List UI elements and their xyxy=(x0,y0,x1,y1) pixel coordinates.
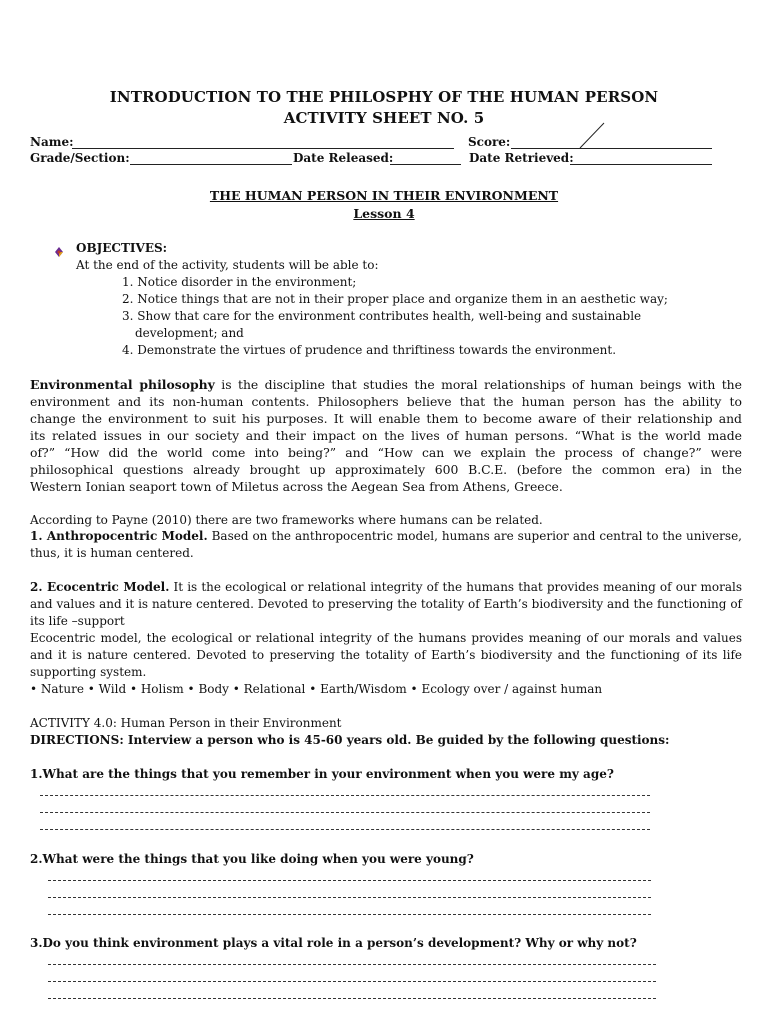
env-paragraph-line: Environmental philosophy is the discipline that studies the moral relationships of human beings with the xyxy=(30,377,742,392)
ecocentric-keywords: • Nature • Wild • Holism • Body • Relational • Earth/Wisdom • Ecology over / against human xyxy=(30,682,603,696)
env-paragraph-line: of?” “How did the world come into being?” and “How can we explain the process of change?” were xyxy=(30,445,742,460)
env-paragraph-line: change the environment to suit his purposes. It will enable them to become aware of their relationship and xyxy=(30,411,742,426)
arrow-bullet-icon xyxy=(53,243,65,262)
ecocentric-line: 2. Ecocentric Model. It is the ecological or relational integrity of the humans that provides meaning of our morals xyxy=(30,580,742,594)
answer-line[interactable] xyxy=(40,795,650,796)
question-1: 1.What are the things that you remember in your environment when you were my age? xyxy=(30,767,614,781)
anthropocentric-lead: 1. Anthropocentric Model. xyxy=(30,529,208,543)
date-released-field[interactable] xyxy=(390,164,461,165)
env-paragraph-line: philosophical questions already brought up approximately 600 B.C.E. (before the common era) in the xyxy=(30,462,742,477)
activity-directions: DIRECTIONS: Interview a person who is 45-60 years old. Be guided by the following questions: xyxy=(30,733,670,747)
frameworks-intro: According to Payne (2010) there are two frameworks where humans can be related. xyxy=(30,513,543,527)
activity-title: ACTIVITY 4.0: Human Person in their Environment xyxy=(30,716,342,730)
date-retrieved-label: Date Retrieved: xyxy=(469,151,574,165)
env-paragraph-lead: Environmental philosophy xyxy=(30,377,215,392)
objectives-heading: OBJECTIVES: xyxy=(76,241,168,255)
anthropocentric-line: 1. Anthropocentric Model. Based on the anthropocentric model, humans are superior and central to the universe, xyxy=(30,529,742,543)
answer-line[interactable] xyxy=(48,914,651,915)
lesson-title: THE HUMAN PERSON IN THEIR ENVIRONMENT xyxy=(209,188,559,203)
date-retrieved-field[interactable] xyxy=(570,164,712,165)
answer-line[interactable] xyxy=(48,964,656,965)
answer-line[interactable] xyxy=(48,880,651,881)
ecocentric-lead: 2. Ecocentric Model. xyxy=(30,580,170,594)
objective-item: 2. Notice things that are not in their proper place and organize them in an aesthetic way; xyxy=(122,292,668,306)
anthropocentric-line: thus, it is human centered. xyxy=(30,546,194,560)
date-released-label: Date Released: xyxy=(293,151,394,165)
activity-sheet-number: ACTIVITY SHEET NO. 5 xyxy=(283,109,485,127)
env-paragraph-line: its related issues in our society and their impact on the lives of human persons. “What is the world made xyxy=(30,428,742,443)
grade-section-label: Grade/Section: xyxy=(30,151,130,165)
lesson-number: Lesson 4 xyxy=(353,206,415,221)
ecocentric-line: and it is nature centered. Devoted to preserving the totality of Earth’s biodiversity and the functioning of its life xyxy=(30,648,742,662)
answer-line[interactable] xyxy=(40,812,650,813)
name-label: Name: xyxy=(30,135,74,149)
score-field[interactable] xyxy=(511,148,712,149)
env-paragraph-line: Western Ionian seaport town of Miletus across the Aegean Sea from Athens, Greece. xyxy=(30,479,563,494)
score-label: Score: xyxy=(468,135,511,149)
ecocentric-line: and values and it is nature centered. Devoted to preserving the totality of Earth’s biodiversity and the functioning of xyxy=(30,597,742,611)
grade-section-field[interactable] xyxy=(130,164,292,165)
env-paragraph-line: environment and its non-human contents. Philosophers believe that the human person has the ability to xyxy=(30,394,742,409)
question-3: 3.Do you think environment plays a vital role in a person’s development? Why or why not? xyxy=(30,936,637,950)
answer-line[interactable] xyxy=(48,981,656,982)
objective-item: 3. Show that care for the environment contributes health, well-being and sustainable xyxy=(122,309,642,323)
ecocentric-line: its life –support xyxy=(30,614,125,628)
ecocentric-line: Ecocentric model, the ecological or relational integrity of the humans provides meaning of our morals and values xyxy=(30,631,742,645)
answer-line[interactable] xyxy=(48,897,651,898)
objective-item-continued: development; and xyxy=(135,326,244,340)
objective-item: 4. Demonstrate the virtues of prudence and thriftiness towards the environment. xyxy=(122,343,617,357)
answer-line[interactable] xyxy=(48,998,656,999)
objectives-intro: At the end of the activity, students will be able to: xyxy=(76,258,379,272)
ecocentric-line: supporting system. xyxy=(30,665,147,679)
objective-item: 1. Notice disorder in the environment; xyxy=(122,275,357,289)
score-slash xyxy=(578,120,608,150)
answer-line[interactable] xyxy=(40,829,650,830)
question-2: 2.What were the things that you like doing when you were young? xyxy=(30,852,474,866)
name-field[interactable] xyxy=(72,148,454,149)
document-title: INTRODUCTION TO THE PHILOSPHY OF THE HUMAN PERSON xyxy=(109,88,659,106)
